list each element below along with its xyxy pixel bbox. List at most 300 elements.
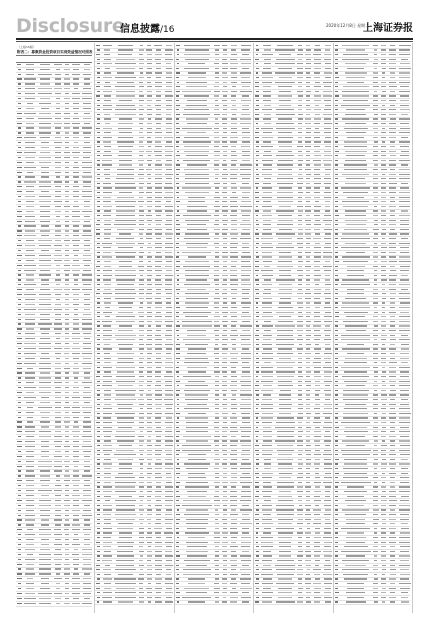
table-cell — [118, 123, 133, 124]
table-cell — [264, 463, 271, 464]
table-cell — [97, 413, 99, 414]
table-cell — [347, 68, 364, 69]
table-cell — [390, 146, 396, 147]
table-cell — [104, 284, 111, 285]
table-cell — [263, 68, 271, 69]
table-cell — [263, 132, 272, 133]
table-cell — [279, 404, 292, 405]
table-cell — [116, 376, 135, 377]
table-cell — [374, 381, 378, 382]
table-cell — [298, 316, 303, 317]
table-cell — [103, 601, 112, 602]
table-cell — [306, 555, 311, 556]
table-cell — [381, 394, 387, 395]
table-cell — [84, 83, 91, 84]
table-cell — [306, 574, 310, 575]
table-cell — [165, 183, 172, 184]
table-cell — [263, 532, 271, 533]
table-cell — [74, 88, 78, 89]
table-cell — [389, 542, 396, 543]
table-cell — [177, 54, 179, 55]
table-cell — [55, 421, 60, 422]
table-cell — [140, 491, 144, 492]
table-cell — [165, 252, 172, 253]
table-cell — [242, 215, 249, 216]
table-cell — [214, 224, 219, 225]
table-cell — [222, 206, 228, 207]
table-cell — [41, 172, 50, 173]
table-cell — [277, 417, 294, 418]
table-cell — [54, 436, 61, 437]
table-cell — [381, 206, 387, 207]
table-cell — [278, 243, 292, 244]
table-cell — [306, 95, 311, 96]
table-cell — [279, 289, 292, 290]
table-cell — [17, 421, 22, 422]
table-cell — [24, 294, 36, 295]
table-cell — [156, 574, 161, 575]
table-cell — [176, 440, 179, 441]
table-cell — [117, 362, 135, 363]
table-cell — [335, 496, 338, 497]
table-cell — [390, 574, 396, 575]
table-cell — [186, 431, 207, 432]
table-cell — [64, 407, 70, 408]
table-cell — [214, 270, 219, 271]
table-cell — [240, 394, 252, 395]
table-cell — [104, 454, 110, 455]
table-cell — [56, 480, 61, 481]
table-cell — [156, 519, 161, 520]
table-cell — [82, 319, 92, 320]
table-cell — [119, 261, 133, 262]
table-cell — [241, 431, 251, 432]
table-cell — [314, 229, 320, 230]
table-cell — [222, 381, 227, 382]
table-cell — [381, 339, 386, 340]
table-cell — [306, 330, 311, 331]
table-cell — [27, 368, 34, 369]
table-cell — [306, 468, 310, 469]
table-cell — [41, 417, 50, 418]
table-cell — [166, 270, 172, 271]
table-cell — [138, 243, 144, 244]
table-cell — [222, 68, 228, 69]
table-cell — [335, 132, 339, 133]
table-cell — [297, 339, 302, 340]
table-cell — [401, 468, 409, 469]
table-cell — [255, 385, 259, 386]
table-cell — [64, 240, 69, 241]
table-cell — [155, 413, 161, 414]
table-cell — [72, 524, 80, 525]
table-cell — [223, 160, 226, 161]
table-cell — [305, 298, 311, 299]
table-cell — [65, 147, 69, 148]
table-cell — [373, 551, 378, 552]
table-cell — [335, 371, 338, 372]
table-cell — [373, 256, 378, 257]
table-cell — [104, 519, 110, 520]
table-cell — [222, 312, 228, 313]
table-cell — [305, 293, 310, 294]
table-cell — [263, 514, 270, 515]
table-cell — [390, 468, 395, 469]
table-cell — [155, 266, 161, 267]
table-cell — [242, 141, 250, 142]
table-cell — [215, 528, 219, 529]
table-cell — [176, 353, 180, 354]
table-cell — [84, 461, 90, 462]
table-cell — [242, 192, 250, 193]
table-cell — [103, 77, 112, 78]
table-cell — [184, 514, 209, 515]
table-cell — [373, 523, 379, 524]
table-cell — [25, 323, 36, 324]
table-cell — [401, 344, 409, 345]
table-cell — [315, 114, 320, 115]
table-cell — [215, 335, 219, 336]
table-cell — [277, 445, 293, 446]
table-cell — [343, 468, 368, 469]
table-cell — [55, 505, 60, 506]
table-cell — [305, 505, 311, 506]
table-cell — [315, 220, 320, 221]
table-cell — [156, 77, 161, 78]
table-cell — [26, 289, 34, 290]
table-cell — [65, 549, 70, 550]
table-cell — [97, 206, 100, 207]
table-cell — [314, 215, 321, 216]
table-cell — [230, 362, 237, 363]
table-cell — [176, 436, 179, 437]
table-cell — [390, 293, 396, 294]
table-cell — [155, 72, 161, 73]
table-cell — [147, 201, 152, 202]
table-cell — [73, 137, 79, 138]
table-cell — [155, 523, 161, 524]
table-cell — [166, 537, 172, 538]
table-cell — [335, 583, 339, 584]
table-cell — [41, 524, 50, 525]
table-cell — [215, 569, 219, 570]
table-cell — [65, 382, 70, 383]
table-cell — [314, 86, 321, 87]
table-cell — [278, 68, 292, 69]
table-cell — [156, 100, 160, 101]
table-cell — [96, 422, 100, 423]
table-cell — [148, 243, 152, 244]
table-cell — [55, 240, 60, 241]
table-cell — [84, 64, 90, 65]
table-cell — [341, 187, 370, 188]
table-cell — [185, 270, 209, 271]
table-cell — [256, 546, 259, 547]
table-cell — [314, 59, 321, 60]
table-cell — [230, 137, 238, 138]
table-cell — [73, 573, 79, 574]
table-cell — [231, 537, 237, 538]
table-cell — [41, 147, 49, 148]
table-cell — [54, 201, 61, 202]
table-cell — [39, 157, 51, 158]
table-cell — [401, 137, 408, 138]
table-cell — [256, 229, 258, 230]
table-cell — [54, 382, 61, 383]
table-cell — [389, 128, 396, 129]
table-cell — [382, 307, 386, 308]
table-cell — [156, 275, 161, 276]
table-cell — [314, 155, 321, 156]
table-cell — [335, 330, 338, 331]
table-cell — [97, 440, 100, 441]
table-cell — [299, 169, 302, 170]
table-cell — [155, 496, 161, 497]
table-cell — [374, 275, 377, 276]
table-cell — [82, 274, 92, 275]
table-cell — [214, 137, 219, 138]
table-cell — [374, 261, 378, 262]
table-cell — [222, 482, 228, 483]
table-cell — [82, 328, 92, 329]
table-cell — [215, 519, 218, 520]
table-cell — [305, 381, 311, 382]
table-cell — [166, 546, 172, 547]
table-cell — [306, 477, 310, 478]
table-cell — [241, 316, 251, 317]
table-cell — [39, 377, 52, 378]
table-cell — [73, 299, 79, 300]
table-cell — [18, 358, 21, 359]
table-cell — [305, 486, 311, 487]
table-cell — [65, 397, 68, 398]
table-cell — [231, 95, 236, 96]
table-cell — [84, 123, 90, 124]
table-cell — [182, 128, 212, 129]
table-cell — [277, 164, 293, 165]
table-cell — [96, 86, 100, 87]
table-cell — [84, 309, 90, 310]
table-cell — [223, 408, 227, 409]
table-cell — [97, 555, 100, 556]
table-cell — [214, 583, 219, 584]
table-cell — [345, 565, 367, 566]
table-cell — [147, 114, 152, 115]
table-cell — [314, 574, 320, 575]
table-cell — [103, 528, 112, 529]
table-cell — [55, 74, 60, 75]
table-cell — [139, 86, 144, 87]
table-cell — [147, 91, 153, 92]
table-cell — [277, 330, 293, 331]
table-cell — [381, 197, 385, 198]
table-cell — [104, 404, 112, 405]
table-cell — [39, 299, 51, 300]
table-cell — [215, 491, 219, 492]
table-cell — [298, 155, 303, 156]
table-cell — [72, 495, 80, 496]
table-cell — [140, 468, 144, 469]
table-cell — [335, 546, 338, 547]
table-cell — [103, 330, 112, 331]
table-cell — [25, 372, 36, 373]
table-cell — [389, 275, 397, 276]
table-cell — [55, 363, 61, 364]
table-cell — [231, 160, 237, 161]
table-cell — [97, 302, 101, 303]
table-cell — [389, 500, 397, 501]
table-cell — [176, 215, 180, 216]
table-cell — [116, 210, 135, 211]
table-cell — [256, 427, 258, 428]
table-cell — [306, 238, 311, 239]
table-cell — [276, 528, 294, 529]
table-cell — [215, 220, 219, 221]
table-cell — [255, 514, 259, 515]
table-cell — [241, 445, 250, 446]
table-cell — [373, 509, 379, 510]
table-cell — [97, 362, 100, 363]
table-cell — [97, 201, 100, 202]
table-cell — [255, 197, 259, 198]
table-cell — [39, 559, 50, 560]
table-cell — [155, 201, 161, 202]
table-cell — [261, 128, 273, 129]
table-cell — [97, 339, 101, 340]
table-cell — [65, 431, 68, 432]
table-cell — [299, 344, 302, 345]
table-cell — [262, 284, 273, 285]
table-cell — [325, 187, 330, 188]
table-cell — [390, 560, 394, 561]
table-cell — [139, 54, 143, 55]
table-cell — [139, 445, 143, 446]
table-cell — [55, 279, 60, 280]
table-cell — [231, 404, 237, 405]
table-cell — [314, 491, 321, 492]
table-cell — [400, 105, 410, 106]
table-cell — [381, 132, 386, 133]
table-cell — [256, 146, 259, 147]
table-cell — [256, 243, 259, 244]
table-cell — [84, 201, 91, 202]
table-cell — [73, 372, 79, 373]
table-cell — [186, 542, 208, 543]
table-cell — [139, 450, 144, 451]
table-cell — [262, 77, 273, 78]
table-cell — [215, 390, 220, 391]
table-cell — [382, 298, 386, 299]
table-cell — [65, 314, 70, 315]
table-cell — [97, 477, 100, 478]
table-cell — [97, 141, 100, 142]
table-cell — [222, 72, 227, 73]
table-cell — [382, 482, 386, 483]
table-cell — [297, 77, 303, 78]
table-cell — [305, 68, 311, 69]
table-cell — [262, 325, 273, 326]
table-cell — [165, 440, 172, 441]
table-cell — [344, 408, 367, 409]
table-cell — [255, 496, 259, 497]
table-cell — [230, 454, 237, 455]
table-cell — [262, 137, 273, 138]
table-cell — [17, 480, 21, 481]
table-cell — [26, 466, 33, 467]
table-cell — [324, 532, 331, 533]
table-cell — [18, 588, 22, 589]
table-cell — [103, 491, 112, 492]
table-cell — [147, 519, 151, 520]
table-cell — [177, 275, 179, 276]
table-cell — [324, 151, 331, 152]
table-cell — [17, 446, 22, 447]
table-cell — [25, 196, 35, 197]
table-cell — [400, 63, 410, 64]
table-cell — [261, 408, 273, 409]
table-cell — [176, 137, 180, 138]
table-cell — [214, 468, 219, 469]
table-cell — [324, 183, 331, 184]
table-cell — [399, 49, 411, 50]
table-cell — [306, 537, 310, 538]
table-cell — [97, 169, 101, 170]
table-cell — [156, 160, 161, 161]
table-cell — [182, 505, 212, 506]
table-cell — [83, 270, 91, 271]
table-cell — [232, 298, 237, 299]
table-cell — [118, 385, 133, 386]
table-cell — [139, 459, 143, 460]
table-cell — [341, 247, 369, 248]
table-cell — [104, 151, 111, 152]
table-cell — [165, 155, 172, 156]
table-cell — [27, 103, 34, 104]
table-cell — [374, 284, 378, 285]
table-cell — [263, 588, 271, 589]
table-cell — [38, 593, 52, 594]
table-cell — [241, 284, 250, 285]
table-cell — [83, 529, 91, 530]
table-cell — [186, 155, 208, 156]
table-cell — [231, 164, 236, 165]
table-cell — [176, 155, 180, 156]
table-cell — [165, 542, 173, 543]
table-cell — [256, 174, 259, 175]
table-cell — [231, 436, 236, 437]
table-cell — [314, 376, 321, 377]
table-cell — [230, 63, 238, 64]
table-cell — [104, 72, 111, 73]
table-cell — [65, 426, 70, 427]
table-cell — [214, 109, 219, 110]
table-cell — [230, 491, 237, 492]
table-cell — [230, 59, 237, 60]
table-cell — [73, 118, 79, 119]
table-cell — [346, 445, 365, 446]
table-cell — [256, 344, 259, 345]
table-cell — [373, 486, 378, 487]
table-cell — [139, 155, 143, 156]
table-cell — [166, 588, 171, 589]
table-cell — [17, 441, 22, 442]
table-cell — [64, 265, 69, 266]
table-cell — [55, 113, 61, 114]
table-cell — [64, 603, 69, 604]
table-cell — [263, 335, 272, 336]
table-cell — [40, 588, 50, 589]
table-cell — [40, 216, 51, 217]
